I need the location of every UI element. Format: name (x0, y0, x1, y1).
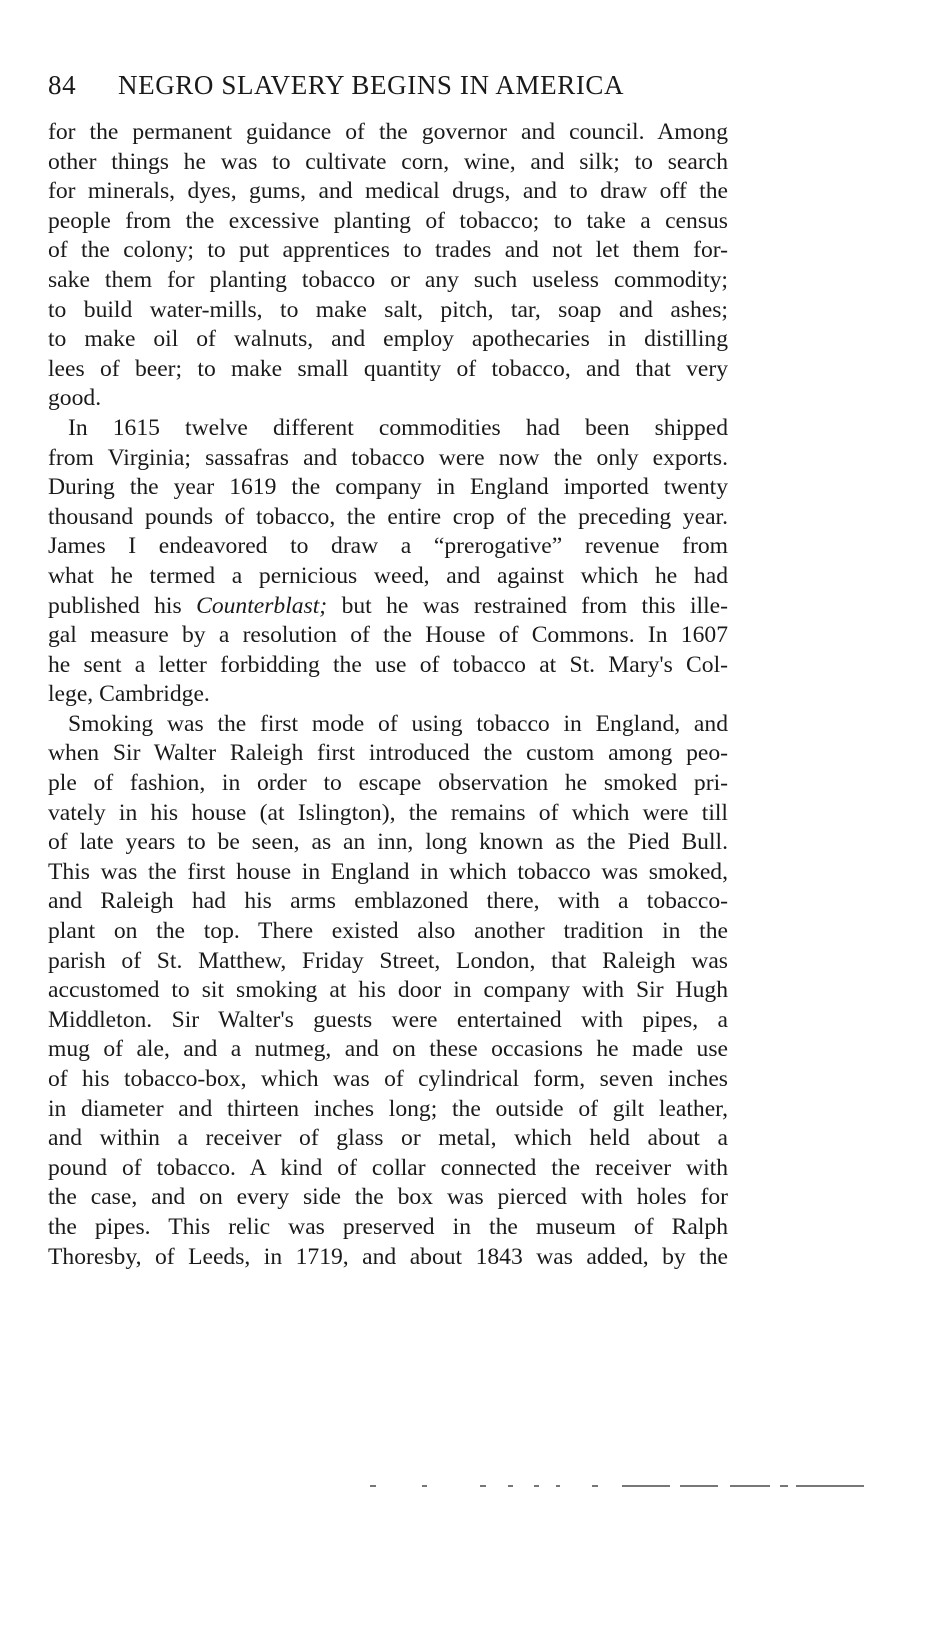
text-line: In 1615 twelve different commodities had been shipped (68, 414, 728, 441)
scan-mark (422, 1485, 427, 1487)
text-line: and Raleigh had his arms emblazoned there, with a tobacco- (48, 888, 728, 915)
text-line: the case, and on every side the box was pierced with holes for (48, 1184, 728, 1211)
scan-mark (680, 1485, 718, 1487)
text-line: James I endeavored to draw a “prerogative” revenue from (48, 533, 728, 560)
text-line: accustomed to sit smoking at his door in company with Sir Hugh (48, 977, 728, 1004)
text-line: sake them for planting tobacco or any such useless commodity; (48, 266, 728, 293)
page-header (48, 70, 668, 110)
text-line: Smoking was the first mode of using tobacco in England, and (68, 710, 728, 737)
text-line: ple of fashion, in order to escape observation he smoked pri- (48, 770, 728, 797)
text-line: Middleton. Sir Walter's guests were entertained with pipes, a (48, 1006, 728, 1033)
body-text (48, 118, 728, 1272)
text-line: During the year 1619 the company in England imported twenty (48, 474, 728, 501)
scan-mark (556, 1485, 560, 1487)
text-line: published his Counterblast; but he was restrained from this ille- (48, 592, 728, 619)
text-line: for the permanent guidance of the governor and council. Among (48, 119, 728, 145)
scan-artifact-marks (370, 1480, 870, 1494)
text-line: other things he was to cultivate corn, wine, and silk; to search (48, 148, 728, 175)
page-number: 84 (48, 70, 77, 100)
paragraph-2 (48, 414, 728, 710)
running-head: NEGRO SLAVERY BEGINS IN AMERICA (118, 70, 625, 100)
text-line: plant on the top. There existed also another tradition in the (48, 918, 728, 945)
text-line: lege, Cambridge. (48, 681, 210, 708)
text-line: in diameter and thirteen inches long; the outside of gilt leather, (48, 1095, 728, 1122)
scan-mark (480, 1485, 486, 1487)
text-line: good. (48, 385, 102, 412)
scan-mark (730, 1485, 770, 1487)
text-line: to build water-mills, to make salt, pitch, tar, soap and ashes; (48, 296, 728, 323)
text-line: gal measure by a resolution of the House of Commons. In 1607 (48, 622, 728, 649)
text-line: pound of tobacco. A kind of collar connected the receiver with (48, 1154, 728, 1181)
text-line: to make oil of walnuts, and employ apothecaries in distilling (48, 326, 728, 353)
text-line: mug of ale, and a nutmeg, and on these occasions he made use (48, 1036, 728, 1063)
text-line: of the colony; to put apprentices to trades and not let them for- (48, 237, 728, 264)
text-line: thousand pounds of tobacco, the entire crop of the preceding year. (48, 503, 728, 530)
text-line: of his tobacco-box, which was of cylindrical form, seven inches (48, 1066, 728, 1092)
paragraph-3 (48, 710, 728, 1272)
text-line: when Sir Walter Raleigh first introduced the custom among peo- (48, 740, 728, 767)
scan-mark (370, 1485, 376, 1487)
book-title: Counterblast; (196, 592, 328, 619)
text-line: Thoresby, of Leeds, in 1719, and about 1843 was added, by the (48, 1243, 728, 1270)
scan-mark (592, 1485, 598, 1487)
scan-mark (508, 1485, 513, 1487)
text-line: of late years to be seen, as an inn, long known as the Pied Bull. (48, 829, 728, 856)
text-line: the pipes. This relic was preserved in the museum of Ralph (48, 1213, 728, 1240)
text-line: parish of St. Matthew, Friday Street, London, that Raleigh was (48, 947, 728, 974)
scan-mark (780, 1485, 788, 1487)
scan-mark (622, 1485, 670, 1487)
text-line: for minerals, dyes, gums, and medical drugs, and to draw off the (48, 178, 728, 205)
text-line: people from the excessive planting of tobacco; to take a census (48, 207, 728, 234)
text-line: lees of beer; to make small quantity of tobacco, and that very (48, 355, 728, 382)
scan-mark (534, 1485, 539, 1487)
text-line: This was the first house in England in which tobacco was smoked, (48, 858, 728, 885)
text-line: from Virginia; sassafras and tobacco were now the only exports. (48, 444, 728, 471)
text-line: and within a receiver of glass or metal, which held about a (48, 1125, 728, 1152)
text-line: he sent a letter forbidding the use of tobacco at St. Mary's Col- (48, 651, 728, 678)
scan-mark (796, 1485, 864, 1487)
text-line: vately in his house (at Islington), the remains of which were till (48, 799, 728, 826)
paragraph-1 (48, 118, 728, 414)
text-line: what he termed a pernicious weed, and against which he had (48, 562, 728, 589)
